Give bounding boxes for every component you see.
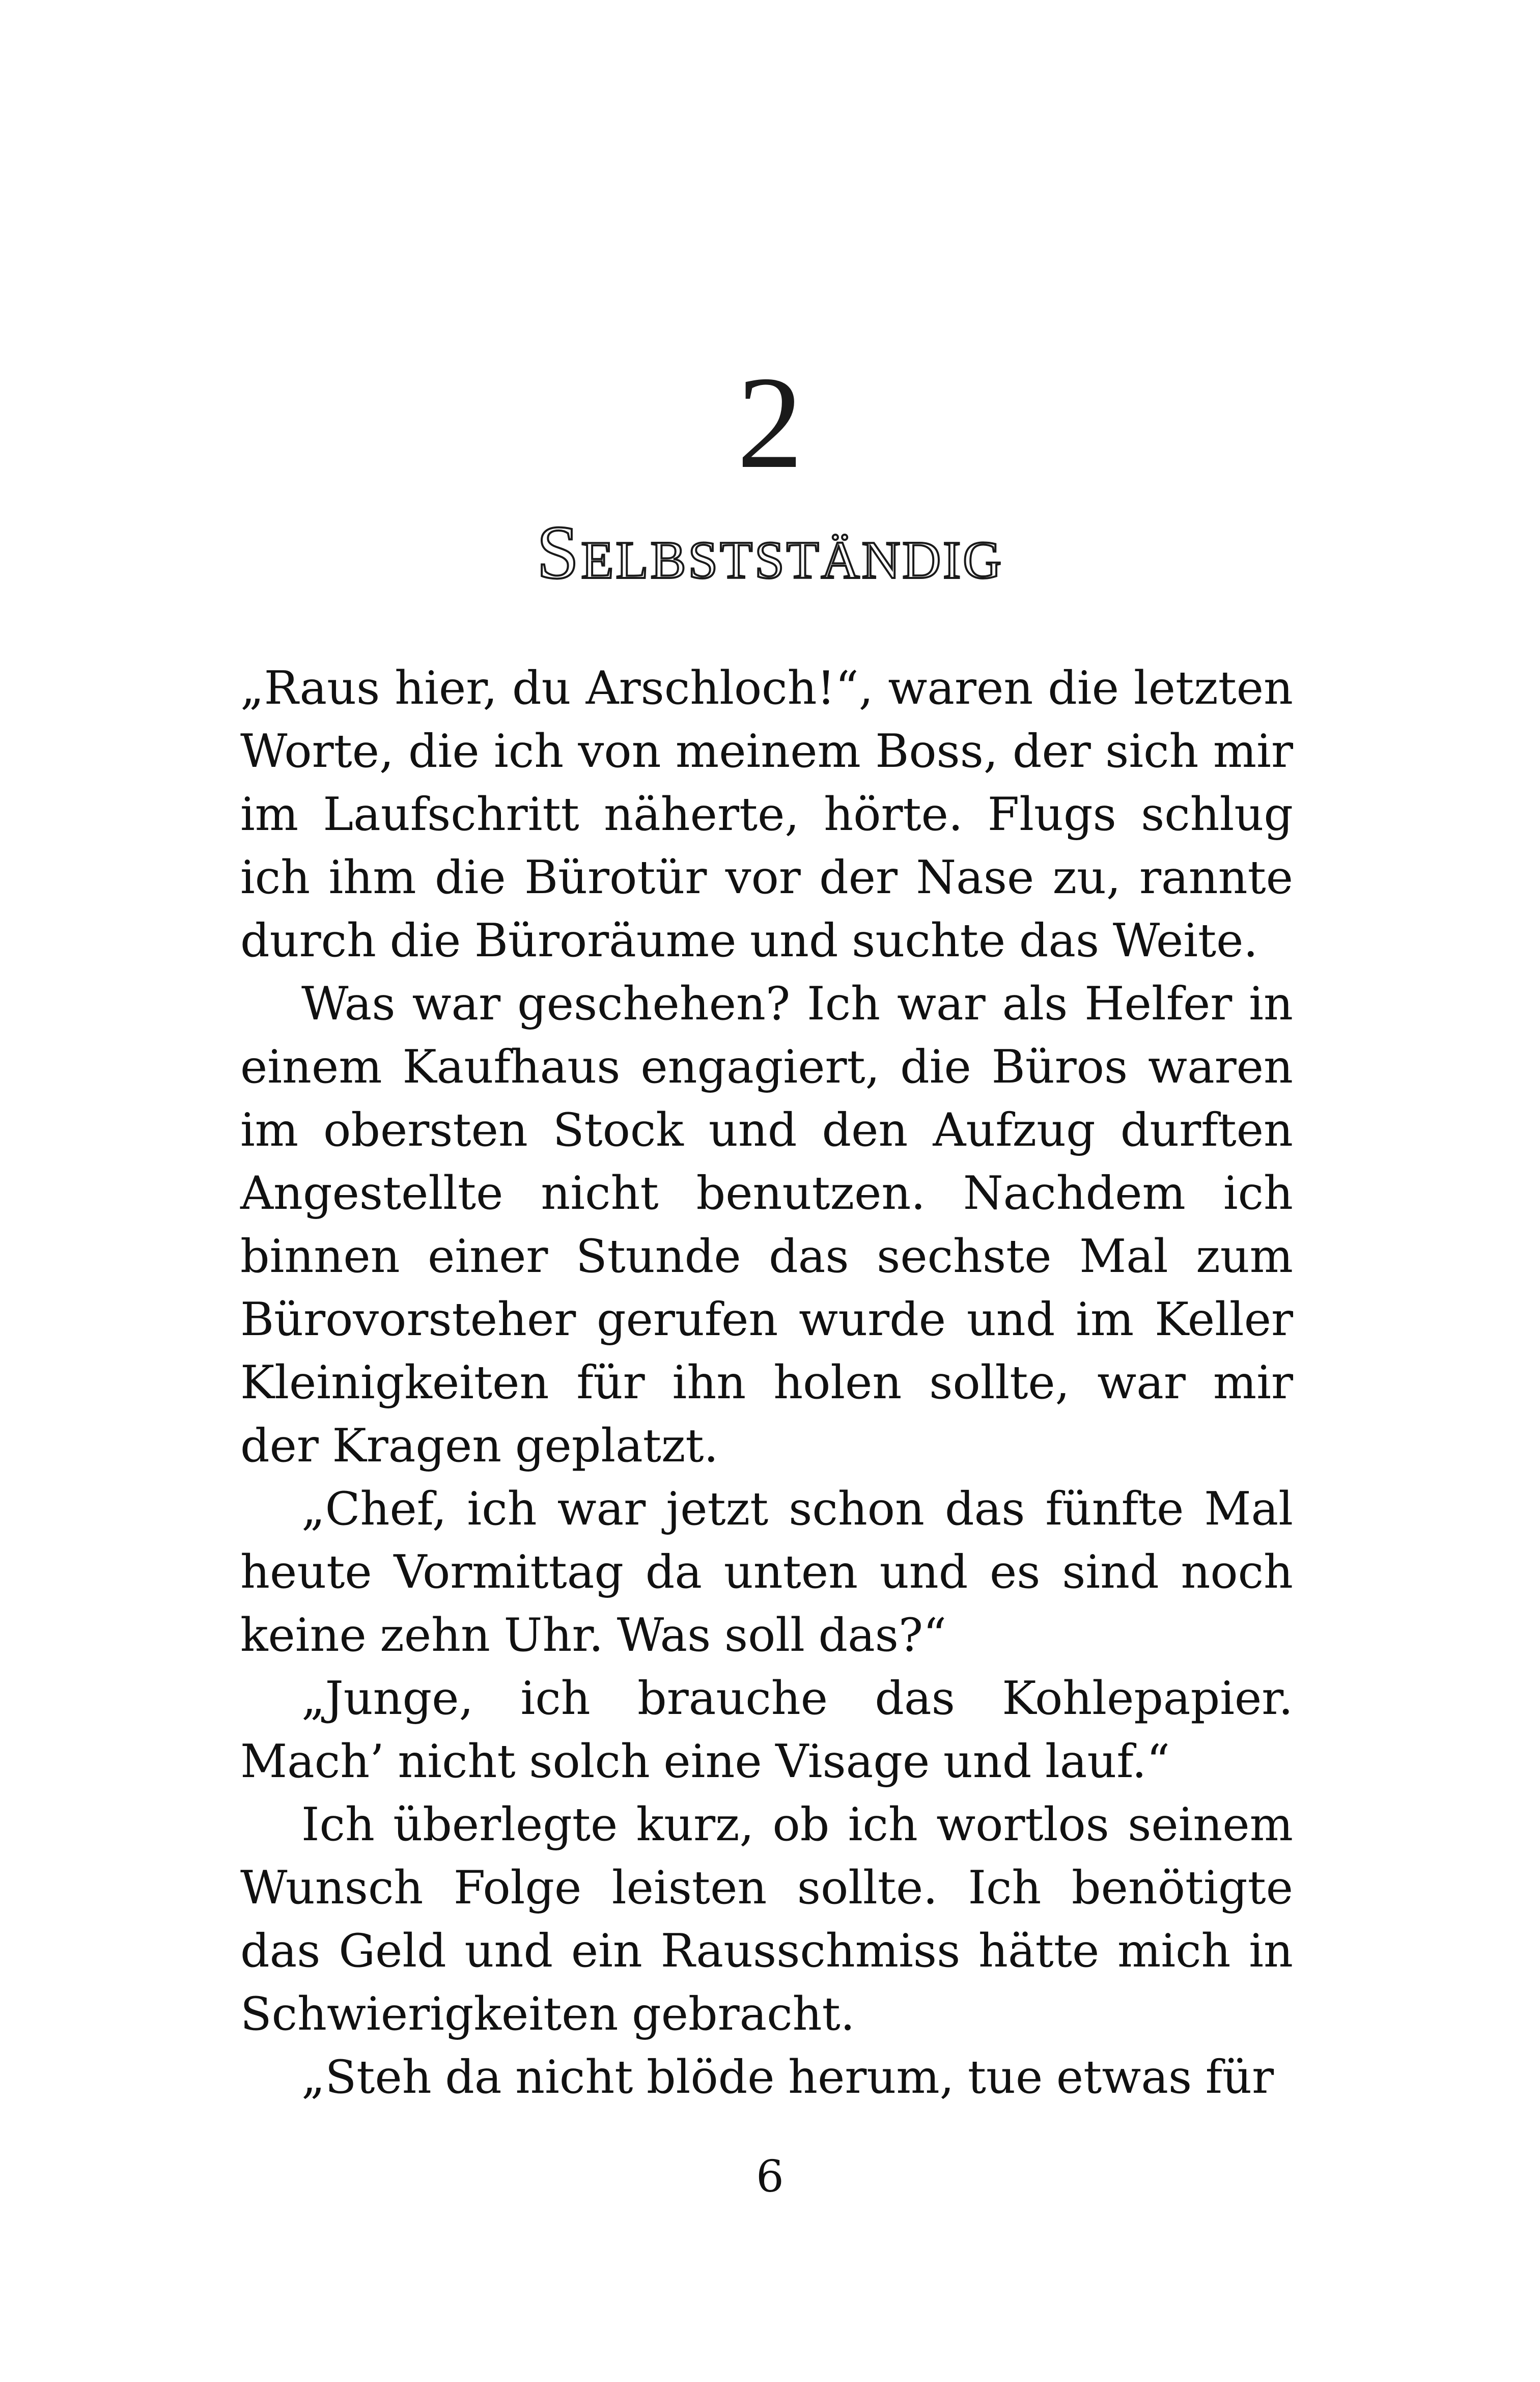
- paragraph: „Chef, ich war jetzt schon das fünfte Mal heute Vormittag da unten und es sind noch keine zehn Uhr. Was soll das?“: [240, 1482, 1293, 1662]
- paragraph: „Raus hier, du Arschloch!“, waren die letzten Worte, die ich von meinem Boss, der sich mir im Laufschritt näherte, hörte. Flugs schlug ich ihm die Bürotür vor der Nase zu, rannte durch die Büroräume und suchte das Weite.: [240, 661, 1293, 967]
- page-number: 6: [756, 2151, 784, 2202]
- chapter-title: Selbstständig: [536, 510, 1004, 595]
- paragraph: „Steh da nicht blöde herum, tue etwas für: [301, 2051, 1274, 2104]
- chapter-body: [240, 657, 1293, 2109]
- chapter-number: 2: [737, 349, 803, 496]
- paragraph: Ich überlegte kurz, ob ich wortlos seinem Wunsch Folge leisten sollte. Ich benötigte das Geld und ein Rausschmiss hätte mich in Schwierigkeiten gebracht.: [240, 1798, 1293, 2041]
- paragraph: Was war geschehen? Ich war als Helfer in einem Kaufhaus engagiert, die Büros waren im obersten Stock und den Aufzug durften Angestellte nicht benutzen. Nachdem ich binnen einer Stunde das sechste Mal zum Bürovorsteher gerufen wurde und im Keller Kleinigkeiten für ihn holen sollte, war mir der Kragen geplatzt.: [240, 977, 1293, 1473]
- paragraph: „Junge, ich brauche das Kohlepapier. Mach’ nicht solch eine Visage und lauf.“: [240, 1672, 1293, 1788]
